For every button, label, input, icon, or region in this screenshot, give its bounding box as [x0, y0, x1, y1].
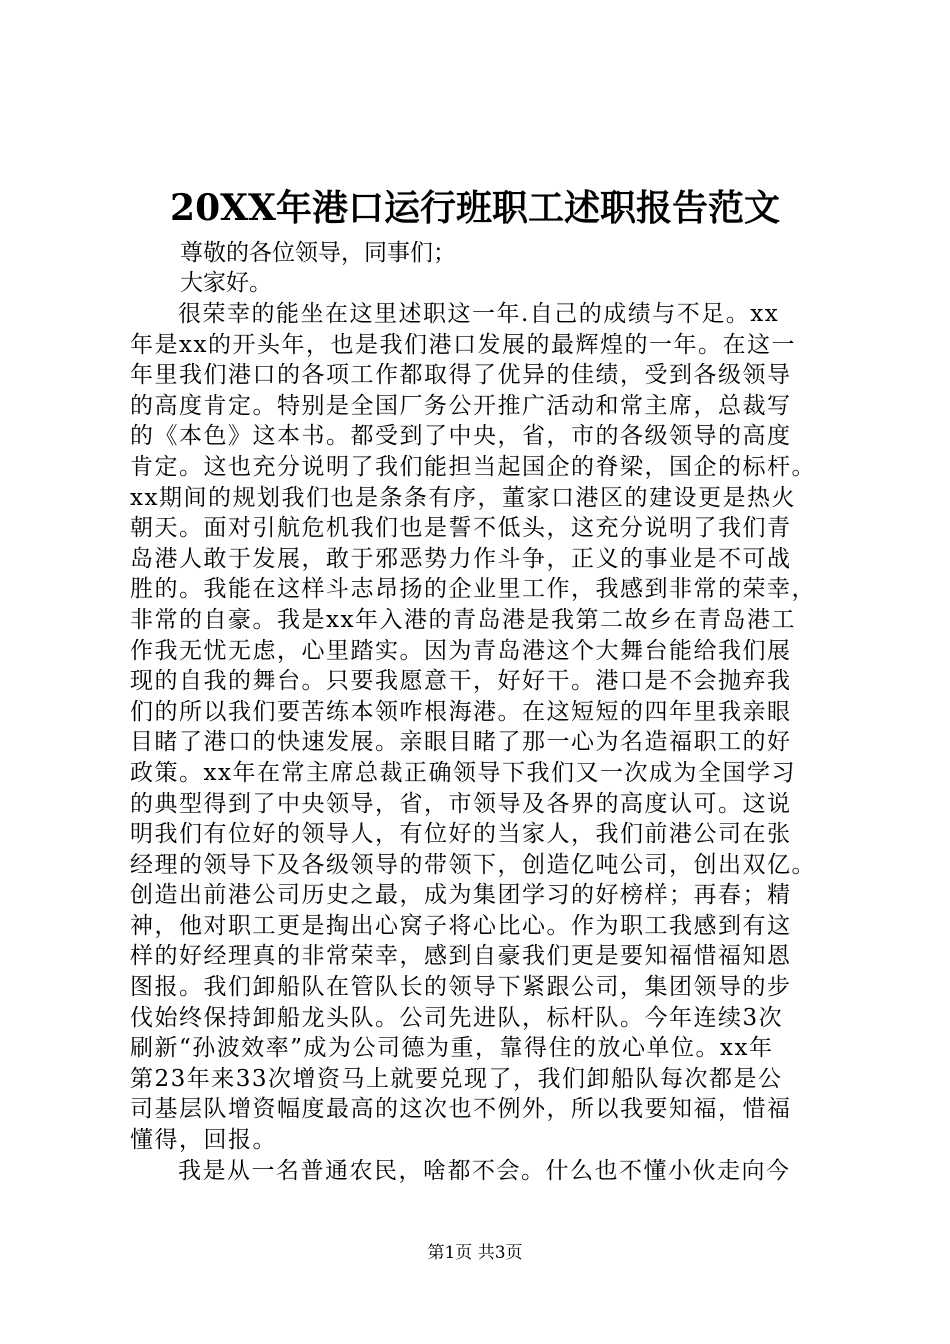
text-line: 现的自我的舞台。只要我愿意干，好好干。港口是不会抛弃我: [130, 668, 792, 695]
text-line: 胜的。我能在这样斗志昂扬的企业里工作，我感到非常的荣幸，: [130, 576, 816, 603]
text-line: 第23年来33次增资马上就要兑现了，我们卸船队每次都是公: [130, 1065, 783, 1092]
text-line: 肯定。这也充分说明了我们能担当起国企的脊梁，国企的标杆。: [130, 453, 816, 480]
text-line: xx期间的规划我们也是条条有序，董家口港区的建设更是热火: [130, 484, 796, 511]
text-line: 伐始终保持卸船龙头队。公司先进队，标杆队。今年连续3次: [130, 1004, 784, 1031]
text-line: 政策。xx年在常主席总裁正确领导下我们又一次成为全国学习: [130, 759, 796, 786]
text-line: 年是xx的开头年，也是我们港口发展的最辉煌的一年。在这一: [130, 331, 796, 358]
greeting-line: 尊敬的各位领导，同事们；: [180, 240, 456, 266]
text-line: 岛港人敢于发展，敢于邪恶势力作斗争，正义的事业是不可战: [130, 545, 792, 572]
body-paragraphs: [130, 299, 835, 1186]
text-line: 图报。我们卸船队在管队长的领导下紧跟公司，集团领导的步: [130, 974, 792, 1001]
text-line: 的《本色》这本书。都受到了中央，省，市的各级领导的高度: [130, 423, 792, 450]
text-line: 神，他对职工更是掏出心窝子将心比心。作为职工我感到有这: [130, 912, 792, 939]
text-line: 们的所以我们要苦练本领咋根海港。在这短短的四年里我亲眼: [130, 698, 792, 725]
text-line: 目睹了港口的快速发展。亲眼目睹了那一心为名造福职工的好: [130, 729, 792, 756]
text-line: 懂得，回报。: [130, 1127, 277, 1154]
text-line: 很荣幸的能坐在这里述职这一年.自己的成绩与不足。xx: [178, 301, 780, 327]
text-line: 司基层队增资幅度最高的这次也不例外，所以我要知福，惜福: [130, 1096, 792, 1123]
document-title: 20XX年港口运行班职工述职报告范文: [170, 187, 780, 229]
page-footer: 第1页 共3页: [427, 1243, 523, 1263]
text-line: 刷新“孙波效率”成为公司德为重，靠得住的放心单位。xx年: [130, 1035, 774, 1062]
text-line: 年里我们港口的各项工作都取得了优异的佳绩，受到各级领导: [130, 362, 792, 389]
text-line: 的高度肯定。特别是全国厂务公开推广活动和常主席，总裁写: [130, 392, 792, 419]
text-line: 作我无忧无虑，心里踏实。因为青岛港这个大舞台能给我们展: [130, 637, 792, 664]
text-line: 明我们有位好的领导人，有位好的当家人，我们前港公司在张: [130, 821, 792, 848]
greeting-line: 大家好。: [180, 270, 272, 296]
text-line: 经理的领导下及各级领导的带领下，创造亿吨公司，创出双亿。: [130, 851, 816, 878]
text-line: 样的好经理真的非常荣幸，感到自豪我们更是要知福惜福知恩: [130, 943, 792, 970]
text-line: 创造出前港公司历史之最，成为集团学习的好榜样；再春；精: [130, 882, 792, 909]
text-line: 非常的自豪。我是xx年入港的青岛港是我第二故乡在青岛港工: [130, 606, 796, 633]
text-line: 的典型得到了中央领导，省，市领导及各界的高度认可。这说: [130, 790, 792, 817]
text-line: 我是从一名普通农民，啥都不会。什么也不懂小伙走向今: [178, 1157, 791, 1184]
text-line: 朝天。面对引航危机我们也是誓不低头，这充分说明了我们青: [130, 515, 792, 542]
